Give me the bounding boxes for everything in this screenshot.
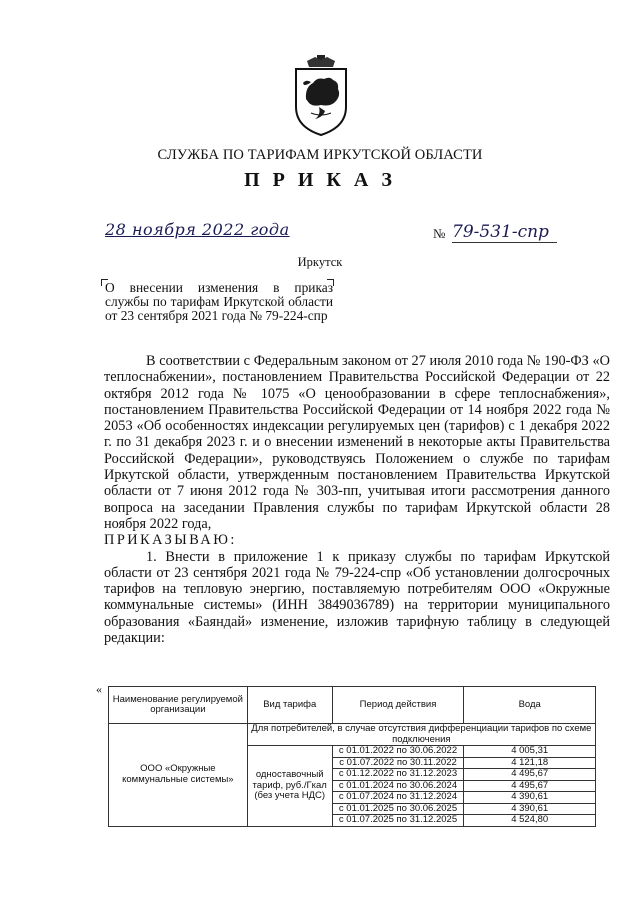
handwritten-date: 28 ноября 2022 года — [105, 220, 290, 239]
header-organization: Наименование регулируемой организации — [109, 687, 248, 724]
consumers-row — [109, 724, 596, 746]
period-cell: с 01.01.2025 по 30.06.2025 — [332, 803, 464, 815]
organization-heading: СЛУЖБА ПО ТАРИФАМ ИРКУТСКОЙ ОБЛАСТИ — [157, 147, 483, 163]
period-cell: с 01.01.2024 по 30.06.2024 — [332, 780, 464, 792]
number-sign: № — [433, 226, 446, 241]
period-cell: с 01.07.2022 по 30.11.2022 — [332, 757, 464, 769]
period-cell: с 01.01.2022 по 30.06.2022 — [332, 746, 464, 758]
handwritten-order-number: 79-531-спр — [452, 222, 557, 243]
period-cell: с 01.07.2024 по 31.12.2024 — [332, 792, 464, 804]
order-body — [104, 353, 610, 646]
value-cell: 4 495,67 — [464, 769, 596, 781]
table-header-row — [109, 687, 596, 724]
header-water: Вода — [464, 687, 596, 724]
table-opening-quote: « — [96, 682, 102, 696]
value-cell: 4 005,31 — [464, 746, 596, 758]
organization-cell: ООО «Окружные коммунальные системы» — [109, 724, 248, 827]
city-name: Иркутск — [297, 255, 343, 269]
preamble-paragraph: В соответствии с Федеральным законом от 27 июля 2010 года № 190-ФЗ «О теплоснабжении», постановлением Правительства Российской Федерации от 22 октября 2012 года № 1075 «О ценообразовании в сфере теплоснабжения», постановлением Правительства Российской Федерации от 14 ноября 2022 года № 2053 «Об особенностях индексации регулируемых цен (тарифов) с 1 декабря 2022 г. по 31 декабря 2023 г. и о внесении изменений в некоторые акты Правительства Российской Федерации», руководствуясь Положением о службе по тарифам Иркутской области, утвержденным постановлением Правительства Иркутской области от 7 июня 2012 года № 303-пп, учитывая итоги рассмотрения данного вопроса на заседании Правления службы по тарифам Иркутской области 28 ноября 2022 года, — [104, 353, 610, 532]
header-tariff-type: Вид тарифа — [247, 687, 332, 724]
value-cell: 4 390,61 — [464, 792, 596, 804]
value-cell: 4 495,67 — [464, 780, 596, 792]
coat-of-arms-emblem — [293, 55, 349, 137]
value-cell: 4 524,80 — [464, 815, 596, 827]
consumers-cell: Для потребителей, в случае отсутствия дифференциации тарифов по схеме подключения — [247, 724, 595, 746]
header-period: Период действия — [332, 687, 464, 724]
item-1-paragraph: 1. Внести в приложение 1 к приказу службы по тарифам Иркутской области от 23 сентября 2021 года № 79-224-спр «Об установлении долгосрочных тарифов на тепловую энергию, поставляемую потребителям ООО «Окружные коммунальные системы» (ИНН 3849036789) на территории муниципального образования «Баяндай» изменение, изложив тарифную таблицу в следующей редакции: — [104, 548, 610, 647]
tariff-table — [108, 686, 596, 827]
tariff-type-cell: одноставочный тариф, руб./Гкал (без учета НДС) — [247, 746, 332, 827]
order-word: ПРИКАЗЫВАЮ: — [104, 532, 237, 549]
document-type-title: П Р И К А З — [244, 169, 396, 191]
period-cell: с 01.07.2025 по 31.12.2025 — [332, 815, 464, 827]
order-subject: О внесении изменения в приказ службы по тарифам Иркутской области от 23 сентября 2021 года № 79-224-спр — [105, 280, 333, 323]
period-cell: с 01.12.2022 по 31.12.2023 — [332, 769, 464, 781]
value-cell: 4 121,18 — [464, 757, 596, 769]
value-cell: 4 390,61 — [464, 803, 596, 815]
